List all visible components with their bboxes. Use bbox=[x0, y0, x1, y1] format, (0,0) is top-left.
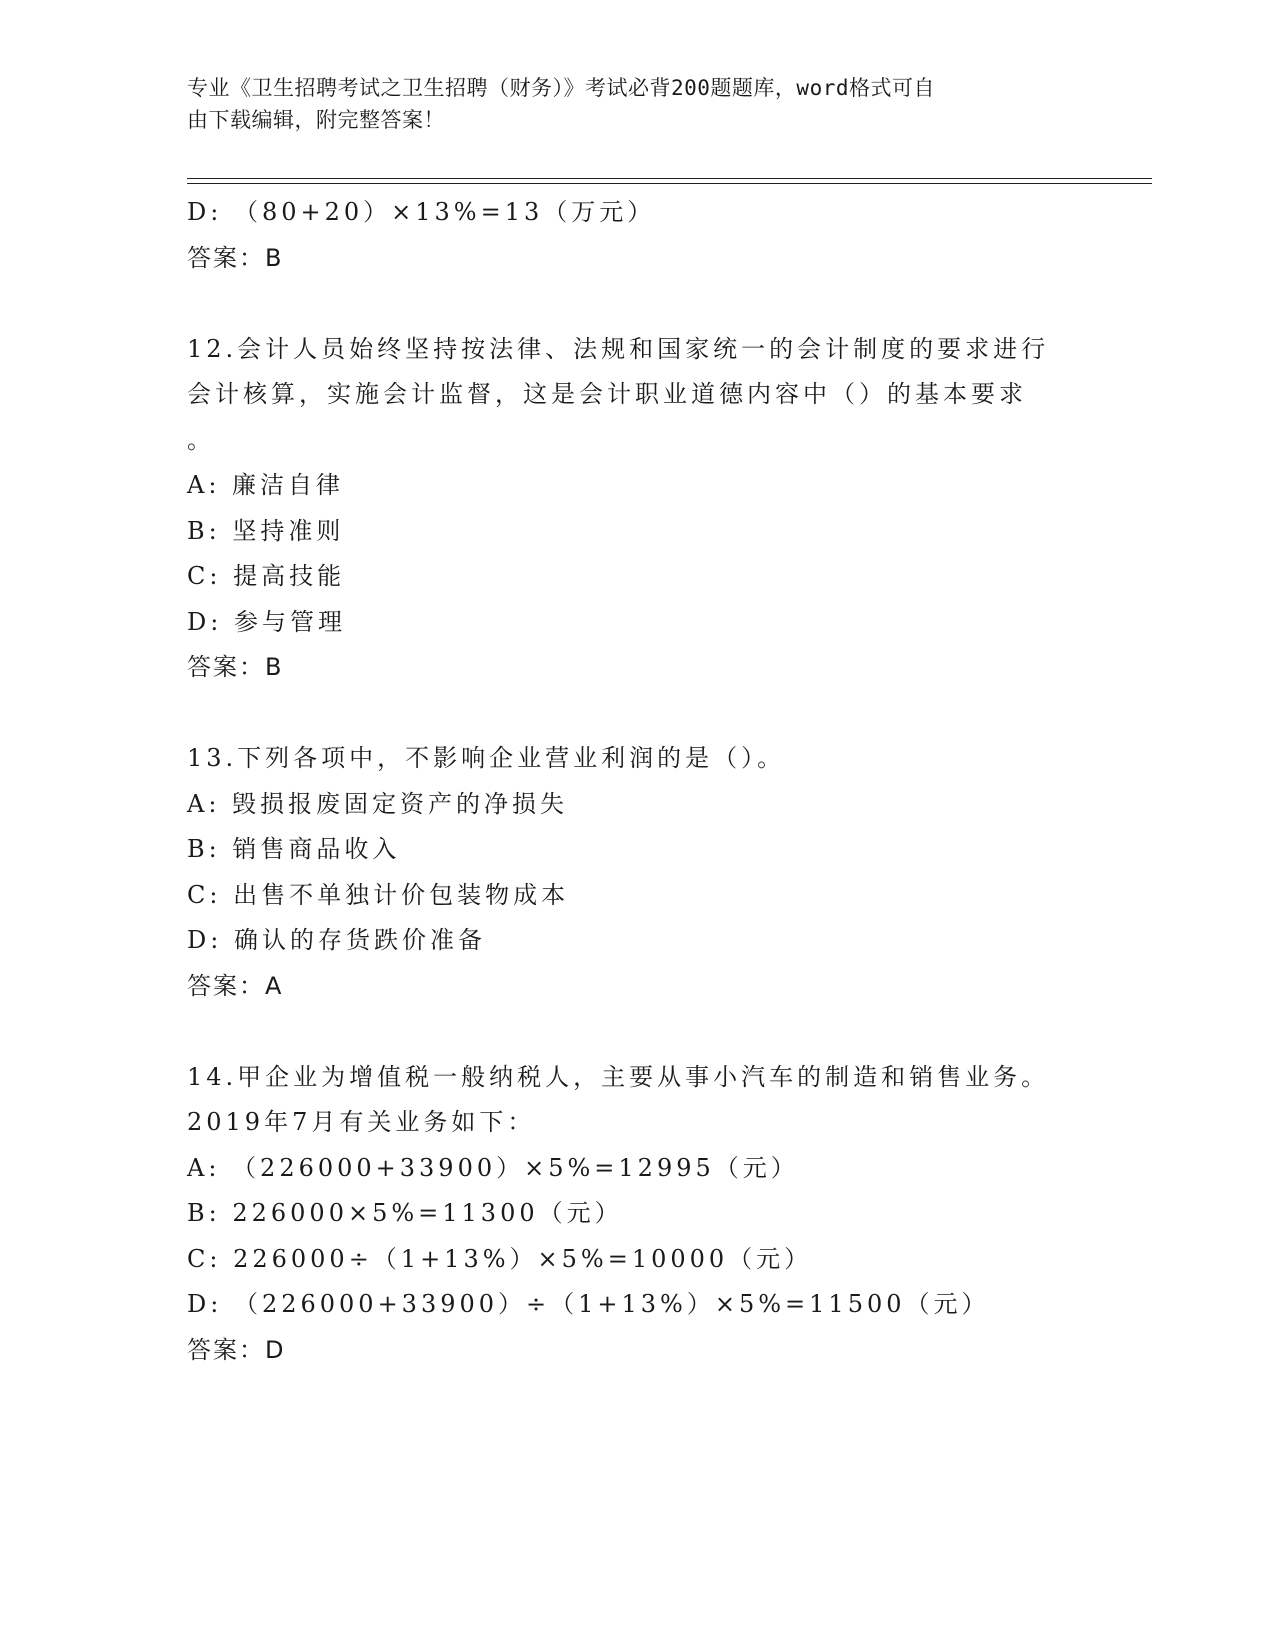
option-b: B: 坚持准则 bbox=[187, 516, 345, 545]
option-a: A: 毁损报废固定资产的净损失 bbox=[187, 789, 569, 818]
option-c: C: 提高技能 bbox=[187, 562, 346, 590]
option-d: D: 参与管理 bbox=[187, 607, 346, 636]
option-b: B: 226000×5%=11300（元） bbox=[187, 1199, 623, 1227]
question-stem: 12.会计人员始终坚持按法律、法规和国家统一的会计制度的要求进行 bbox=[187, 334, 1050, 363]
answer: 答案：B bbox=[187, 653, 284, 681]
question-stem: 2019年7月有关业务如下： bbox=[187, 1108, 536, 1136]
question-14 bbox=[187, 1055, 1152, 1374]
question-content bbox=[187, 190, 1152, 1373]
question-12 bbox=[187, 327, 1152, 691]
header-line-2: 由下载编辑，附完整答案！ bbox=[187, 108, 445, 132]
answer: 答案：B bbox=[187, 243, 284, 272]
option-c: C: 出售不单独计价包装物成本 bbox=[187, 880, 570, 909]
option-d: D: （226000+33900）÷（1+13%）×5%=11500（元） bbox=[187, 1290, 990, 1318]
document-header bbox=[187, 72, 1087, 136]
option-a: A: 廉洁自律 bbox=[187, 471, 345, 499]
question-stem: 13.下列各项中，不影响企业营业利润的是（）。 bbox=[187, 744, 786, 772]
header-line-1: 专业《卫生招聘考试之卫生招聘（财务）》考试必背200题题库，word格式可自 bbox=[187, 76, 935, 100]
option-d: D: （80+20）×13%=13（万元） bbox=[187, 198, 656, 226]
option-b: B: 销售商品收入 bbox=[187, 835, 401, 863]
answer: 答案：D bbox=[187, 1335, 286, 1364]
option-a: A: （226000+33900）×5%=12995（元） bbox=[187, 1153, 799, 1182]
previous-question-tail bbox=[187, 190, 1152, 281]
question-stem: 。 bbox=[187, 425, 215, 454]
header-divider-bottom bbox=[187, 183, 1152, 184]
question-stem: 会计核算，实施会计监督，这是会计职业道德内容中（）的基本要求 bbox=[187, 380, 1027, 408]
option-c: C: 226000÷（1+13%）×5%=10000（元） bbox=[187, 1244, 813, 1273]
question-stem: 14.甲企业为增值税一般纳税人，主要从事小汽车的制造和销售业务。 bbox=[187, 1062, 1050, 1091]
question-13 bbox=[187, 736, 1152, 1009]
answer: 答案：A bbox=[187, 971, 284, 1000]
header-divider-top bbox=[187, 178, 1152, 179]
option-d: D: 确认的存货跌价准备 bbox=[187, 926, 486, 954]
